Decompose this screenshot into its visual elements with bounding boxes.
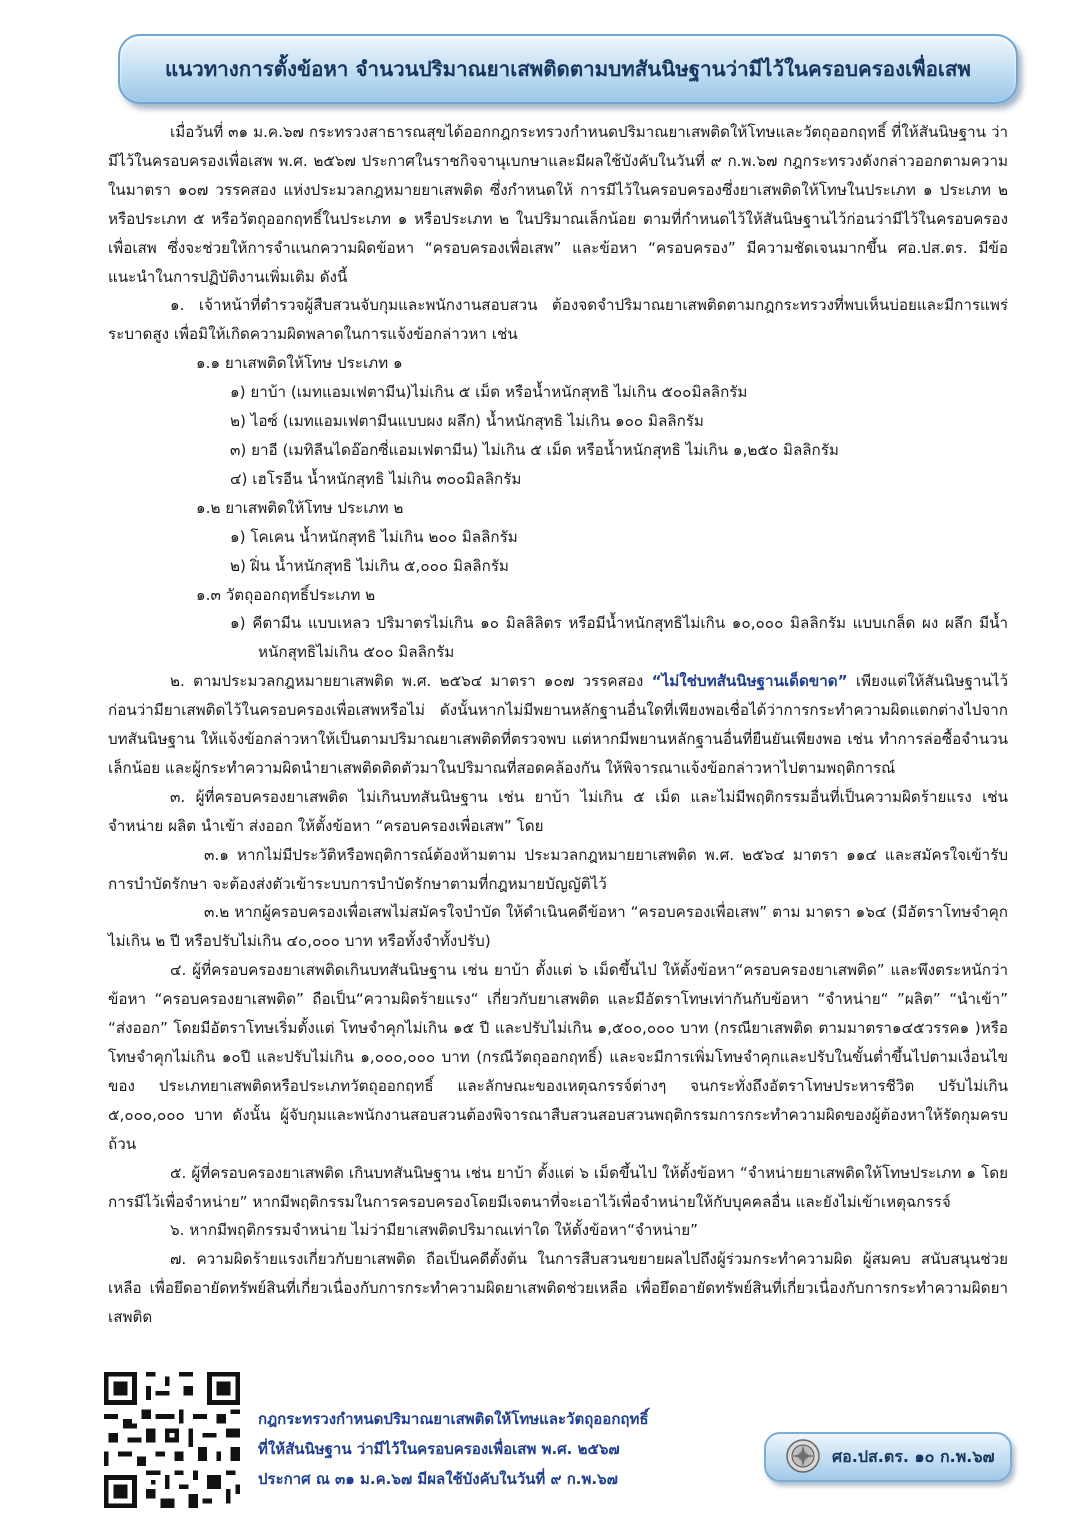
footer-line: ที่ให้สันนิษฐาน ว่ามีไว้ในครอบครองเพื่อเสพ พ.ศ. ๒๕๖๗ <box>258 1440 620 1458</box>
section-1-1-item: ๒) ไอซ์ (เมทแอมเฟตามีนแบบผง ผลึก) น้ำหนักสุทธิ ไม่เกิน ๑๐๐ มิลลิกรัม <box>230 412 704 431</box>
section-1-3-heading: ๑.๓ วัตถุออกฤทธิ์ประเภท ๒ <box>196 585 376 604</box>
item-7: ๗. ความผิดร้ายแรงเกี่ยวกับยาเสพติด ถือเป็นคดีตั้งต้น ในการสืบสวนขยายผลไปถึงผู้ร่วมกระทำความผิด ผู้สมคบ สนับสนุนช่วยเหลือ เพื่อยึดอายัดทรัพย์สินที่เกี่ยวเนื่องกับการกระทำความผิดยาเสพติดช่วยเหลือ เพื่อยึดอายัดทรัพย์สินที่เกี่ยวเนื่องกับการกระทำความผิดยาเสพติด <box>108 1250 1008 1327</box>
qr-code-icon[interactable] <box>104 1372 240 1508</box>
item-1: ๑. เจ้าหน้าที่ตำรวจผู้สืบสวนจับกุมและพนักงานสอบสวน ต้องจดจำปริมาณยาเสพติดตามกฎกระทรวงที่พบเห็นบ่อยและมีการแพร่ระบาดสูง เพื่อมิให้เกิดความผิดพลาดในการแจ้งข้อกล่าวหา เช่น <box>108 296 1008 344</box>
item-2-rest: เพียงแต่ให้สันนิษฐานไว้ก่อนว่ามียาเสพติดไว้ในครอบครองเพื่อเสพหรือไม่ ดังนั้นหากไม่มีพยานหลักฐานอื่นใดที่เพียงพอเชื่อได้ว่าการกระทำความผิดแตกต่างไปจากบทสันนิษฐาน ให้แจ้งข้อกล่าวหาให้เป็นตามปริมาณยาเสพติดที่ตรวจพบ แต่หากมีพยานหลักฐานอื่นที่ยืนยันเพียงพอ เช่น ทำการล่อซื้อจำนวนเล็กน้อย และผู้กระทำความผิดนำยาเสพติดติดตัวมาในปริมาณที่สอดคล้องกัน ให้พิจารณาแจ้งข้อกล่าวหาไปตามพฤติการณ์ <box>108 672 1008 777</box>
intro-paragraph: เมื่อวันที่ ๓๑ ม.ค.๖๗ กระทรวงสาธารณสุขได้ออกกฎกระทรวงกำหนดปริมาณยาเสพติดให้โทษและวัตถุออกฤทธิ์ ที่ให้สันนิษฐาน ว่ามีไว้ในครอบครองเพื่อเสพ พ.ศ. ๒๕๖๗ ประกาศในราชกิจจานุเบกษาและมีผลใช้บังคับในวันที่ ๙ ก.พ.๖๗ กฎกระทรวงดังกล่าวออกตามความในมาตรา ๑๐๗ วรรคสอง แห่งประมวลกฎหมายยาเสพติด ซึ่งกำหนดให้ การมีไว้ในครอบครองซึ่งยาเสพติดให้โทษในประเภท ๑ ประเภท ๒ หรือประเภท ๕ หรือวัตถุออกฤทธิ์ในประเภท ๑ หรือประเภท ๒ ในปริมาณเล็กน้อย ตามที่กำหนดไว้ให้สันนิษฐานไว้ก่อนว่ามีไว้ในครอบครองเพื่อเสพ ซึ่งจะช่วยให้การจำแนกความผิดข้อหา “ครอบครองเพื่อเสพ” และข้อหา “ครอบครอง” มีความชัดเจนมากขึ้น ศอ.ปส.ตร. มีข้อแนะนำในการปฏิบัติงานเพิ่มเติม ดังนี้ <box>108 123 1008 286</box>
item-3-2: ๓.๒ หากผู้ครอบครองเพื่อเสพไม่สมัครใจบำบัด ให้ดำเนินคดีข้อหา “ครอบครองเพื่อเสพ” ตาม มาตรา ๑๖๔ (มีอัตราโทษจำคุกไม่เกิน ๒ ปี หรือปรับไม่เกิน ๔๐,๐๐๐ บาท หรือทั้งจำทั้งปรับ) <box>108 903 1008 951</box>
agency-badge <box>764 1432 1012 1482</box>
section-1-2-item: ๑) โคเคน น้ำหนักสุทธิ ไม่เกิน ๒๐๐ มิลลิกรัม <box>230 527 518 546</box>
section-1-2-heading: ๑.๒ ยาเสพติดให้โทษ ประเภท ๒ <box>196 498 404 517</box>
section-1-1-item: ๔) เฮโรอีน น้ำหนักสุทธิ ไม่เกิน ๓๐๐มิลลิกรัม <box>230 469 522 488</box>
footer <box>0 1366 1076 1522</box>
section-1-1-item: ๑) ยาบ้า (เมทแอมเฟตามีน)ไม่เกิน ๕ เม็ด หรือน้ำหนักสุทธิ ไม่เกิน ๕๐๐มิลลิกรัม <box>230 383 748 402</box>
page-title: แนวทางการตั้งข้อหา จำนวนปริมาณยาเสพติดตามบทสันนิษฐานว่ามีไว้ในครอบครองเพื่อเสพ <box>165 56 971 81</box>
badge-label: ศอ.ปส.ตร. ๑๐ ก.พ.๖๗ <box>832 1447 995 1466</box>
section-1-1-item: ๓) ยาอี (เมทิลีนไดอ๊อกซี่แอมเฟตามีน) ไม่เกิน ๕ เม็ด หรือน้ำหนักสุทธิ ไม่เกิน ๑,๒๕๐ มิลลิกรัม <box>230 440 839 459</box>
item-2-highlight: “ไม่ใช่บทสันนิษฐานเด็ดขาด” <box>651 672 848 691</box>
document-body <box>108 118 1008 1332</box>
footer-reference <box>258 1404 718 1494</box>
item-3: ๓. ผู้ที่ครอบครองยาเสพติด ไม่เกินบทสันนิษฐาน เช่น ยาบ้า ไม่เกิน ๕ เม็ด และไม่มีพฤติกรรมอื่นที่เป็นความผิดร้ายแรง เช่น จำหน่าย ผลิต นำเข้า ส่งออก ให้ตั้งข้อหา “ครอบครองเพื่อเสพ” โดย <box>108 787 1008 835</box>
section-1-3-item: ๑) คีตามีน แบบเหลว ปริมาตรไม่เกิน ๑๐ มิลลิลิตร หรือมีน้ำหนักสุทธิไม่เกิน ๑๐,๐๐๐ มิลลิกรัม แบบเกล็ด ผง ผลึก มีน้ำหนักสุทธิไม่เกิน ๕๐๐ มิลลิกรัม <box>230 614 1008 662</box>
item-2-lead: ๒. ตามประมวลกฎหมายยาเสพติด พ.ศ. ๒๕๖๔ มาตรา ๑๐๗ วรรคสอง <box>170 672 652 691</box>
footer-line: ประกาศ ณ ๓๑ ม.ค.๖๗ มีผลใช้บังคับในวันที่ ๙ ก.พ.๖๗ <box>258 1470 618 1488</box>
item-4: ๔. ผู้ที่ครอบครองยาเสพติดเกินบทสันนิษฐาน เช่น ยาบ้า ตั้งแต่ ๖ เม็ดขึ้นไป ให้ตั้งข้อหา“ครอบครองยาเสพติด” และพึงตระหนักว่าข้อหา “ครอบครองยาเสพติด” ถือเป็น“ความผิดร้ายแรง“ เกี่ยวกับยาเสพติด และมีอัตราโทษเท่ากันกับข้อหา “จำหน่าย“ ”ผลิต” “นำเข้า” “ส่งออก” โดยมีอัตราโทษเริ่มตั้งแต่ โทษจำคุกไม่เกิน ๑๕ ปี และปรับไม่เกิน ๑,๕๐๐,๐๐๐ บาท (กรณียาเสพติด ตามมาตรา๑๔๕วรรค๑ )หรือโทษจำคุกไม่เกิน ๑๐ปี และปรับไม่เกิน ๑,๐๐๐,๐๐๐ บาท (กรณีวัตถุออกฤทธิ์) และจะมีการเพิ่มโทษจำคุกและปรับในขั้นต่ำขึ้นไปตามเงื่อนไขของ ประเภทยาเสพติดหรือประเภทวัตถุออกฤทธิ์ และลักษณะของเหตุฉกรรจ์ต่างๆ จนกระทั่งถึงอัตราโทษประหารชีวิต ปรับไม่เกิน ๕,๐๐๐,๐๐๐ บาท ดังนั้น ผู้จับกุมและพนักงานสอบสวนต้องพิจารณาสืบสวนสอบสวนพฤติกรรมการกระทำความผิดของผู้ต้องหาให้รัดกุมครบถ้วน <box>108 961 1008 1153</box>
item-5: ๕. ผู้ที่ครอบครองยาเสพติด เกินบทสันนิษฐาน เช่น ยาบ้า ตั้งแต่ ๖ เม็ดขึ้นไป ให้ตั้งข้อหา “จำหน่ายยาเสพติดให้โทษประเภท ๑ โดยการมีไว้เพื่อจำหน่าย” หากมีพฤติกรรมในการครอบครองโดยมีเจตนาที่จะเอาไว้เพื่อจำหน่ายให้กับบุคคลอื่น และยังไม่เข้าเหตุฉกรรจ์ <box>108 1163 1008 1211</box>
item-3-1: ๓.๑ หากไม่มีประวัติหรือพฤติการณ์ต้องห้ามตาม ประมวลกฎหมายยาเสพติด พ.ศ. ๒๕๖๔ มาตรา ๑๑๔ และสมัครใจเข้ารับการบำบัดรักษา จะต้องส่งตัวเข้าระบบการบำบัดรักษาตามที่กฎหมายบัญญัติไว้ <box>108 845 1008 893</box>
police-seal-icon <box>786 1439 820 1473</box>
item-2 <box>108 667 1008 783</box>
title-banner <box>118 34 1018 104</box>
item-6: ๖. หากมีพฤติกรรมจำหน่าย ไม่ว่ามียาเสพติดปริมาณเท่าใด ให้ตั้งข้อหา“จำหน่าย” <box>170 1221 699 1240</box>
section-1-1-heading: ๑.๑ ยาเสพติดให้โทษ ประเภท ๑ <box>196 354 403 373</box>
section-1-2-item: ๒) ฝิ่น น้ำหนักสุทธิ ไม่เกิน ๕,๐๐๐ มิลลิกรัม <box>230 556 509 575</box>
footer-line: กฎกระทรวงกำหนดปริมาณยาเสพติดให้โทษและวัตถุออกฤทธิ์ <box>258 1410 649 1428</box>
